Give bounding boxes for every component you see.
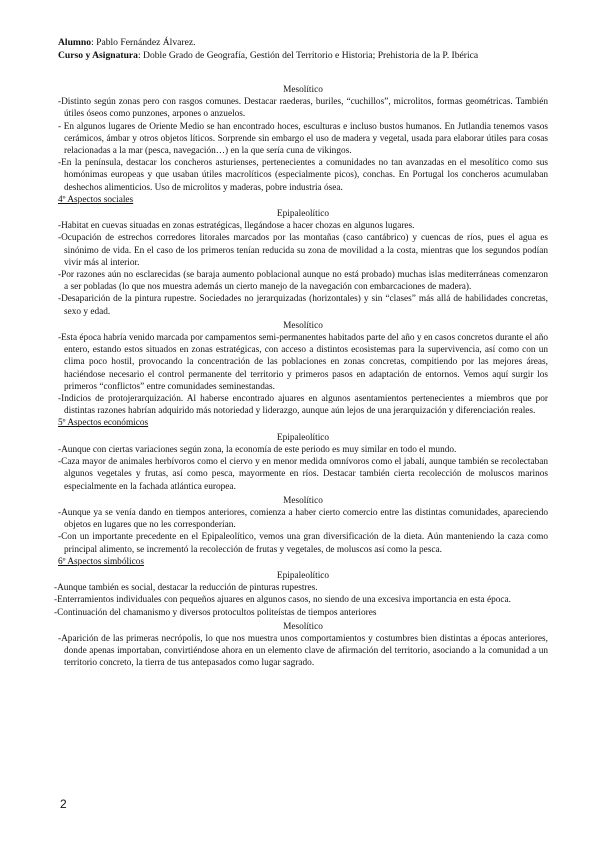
- paragraph: -Aparición de las primeras necrópolis, lo que nos muestra unos comportamientos y costumbres bien distintas a épocas anteriores, donde apenas importaban, convirtiéndose ahora en un elemento clave de afirmación del territorio, asociando a la comunidad a un territorio concreto, la tierra de tus antepasados como lugar sagrado.: [58, 633, 548, 669]
- period-heading: Epipaleolítico: [276, 570, 330, 581]
- paragraph: -Continuación del chamanismo y diversos protocultos politeístas de tiempos anteriores: [54, 607, 377, 618]
- student-label: Alumno: [58, 37, 92, 48]
- paragraph: -Esta época habría venido marcada por campamentos semi-permanentes habitados parte del año y en casos concretos durante el año entero, estando estos situados en zonas estratégicas, con acceso a distintos ecosistemas para la supervivencia, así como con un clima poco hostil, provocando la concentración de las poblaciones en zonas concretas, compitiendo por las mejores áreas, haciéndose necesario el control permanente del territorio y primeros pasos en adaptación de entornos. Vemos aquí surgir los primeros “conflictos” entre comunidades seminestandas.: [58, 333, 548, 392]
- section-heading: 5º Aspectos económicos: [58, 418, 149, 429]
- paragraph: -Distinto según zonas pero con rasgos comunes. Destacar raederas, buriles, “cuchillos”, microlitos, formas geométricas. También útiles óseos como punzones, arpones o anzuelos.: [58, 97, 548, 120]
- student-name: : Pablo Fernández Álvarez.: [91, 37, 196, 48]
- paragraph: -Aunque ya se venía dando en tiempos anteriores, comienza a haber cierto comercio entre las distintas comunidades, apareciendo objetos en lugares que no les corresponderían.: [58, 507, 548, 531]
- student-line: [58, 36, 558, 49]
- course-value: : Doble Grado de Geografía, Gestión del Territorio e Historia; Prehistoria de la P. Ibérica: [137, 50, 479, 61]
- paragraph: -Caza mayor de animales herbívoros como el ciervo y en menor medida omnívoros como el jabalí, aunque también se recolectaban algunos vegetales y frutas, así como pesca, mayormente en ríos. Destacar también cierta recolección de moluscos marinos especialmente en la fachada atlántica europea.: [58, 457, 548, 492]
- period-heading: Epipaleolítico: [276, 432, 330, 443]
- paragraph: -Habitat en cuevas situadas en zonas estratégicas, llegándose a hacer chozas en algunos lugares.: [58, 221, 415, 232]
- paragraph: -Por razones aún no esclarecidas (se baraja aumento poblacional aunque no está probado) muchas islas mediterráneas comenzaron a ser pobladas (lo que nos muestra además un cierto manejo de la navegación con embarcaciones de madera).: [58, 270, 548, 293]
- paragraph: -Enterramientos individuales con pequeños ajuares en algunos casos, no siendo de una excesiva importancia en esta época.: [54, 595, 511, 606]
- paragraph: -Indicios de protojerarquización. Al haberse encontrado ajuares en algunos asentamientos pertenecientes a miembros que por distintas razones habrían adquirido más notoriedad y liderazgo, aunque aún lejos de una jerarquización y diferenciación reales.: [58, 394, 548, 417]
- paragraph: -Con un importante precedente en el Epipaleolítico, vemos una gran diversificación de la dieta. Aún manteniendo la caza como principal alimento, se incrementó la recolección de frutas y vegetales, de moluscos así como la pesca.: [58, 532, 548, 555]
- paragraph: -Aunque con ciertas variaciones según zona, la economía de este periodo es muy similar en todo el mundo.: [58, 444, 457, 455]
- paragraph: - En algunos lugares de Oriente Medio se han encontrado hoces, esculturas e incluso bustos humanos. En Jutlandia tenemos vasos cerámicos, ámbar y otros objetos líticos. Sorprende sin embargo el uso de madera y vegetal, usada para elaborar útiles para cosas relacionadas a la mar (pesca, navegación…) en la que sería cuna de vikingos.: [58, 121, 548, 157]
- page-number: 2: [60, 797, 67, 811]
- period-heading: Mesolítico: [283, 320, 323, 331]
- paragraph: -En la península, destacar los concheros asturienses, pertenecientes a comunidades no tan avanzadas en el mesolítico como sus homónimas europeas y que usaban útiles macrolíticos (especialmente picos), conchas. En Portugal los concheros acumulaban deshechos alimenticios. Uso de microlitos y maderas, pobre industria ósea.: [58, 158, 548, 193]
- section-heading: 6º Aspectos simbólicos: [58, 556, 145, 567]
- period-heading: Mesolítico: [283, 621, 323, 632]
- paragraph: -Ocupación de estrechos corredores litorales marcados por las montañas (caso cantábrico) y cuencas de ríos, pues el agua es sinónimo de vida. En el caso de los primeros tenían reducida su zona de movilidad a la costa, mientras que los segundos podían vivir más al interior.: [58, 233, 548, 268]
- paragraph: -Aunque también es social, destacar la reducción de pinturas rupestres.: [54, 583, 318, 594]
- period-heading: Epipaleolítico: [276, 209, 330, 220]
- paragraph: -Desaparición de la pintura rupestre. Sociedades no jerarquizadas (horizontales) y sin “clases” más allá de habilidades concretas, sexo y edad.: [58, 294, 548, 317]
- course-label: Curso y Asignatura: [58, 50, 138, 61]
- document-body: [54, 82, 548, 670]
- period-heading: Mesolítico: [283, 85, 323, 95]
- course-line: [58, 49, 558, 62]
- section-heading: 4º Aspectos sociales: [58, 194, 134, 205]
- period-heading: Mesolítico: [283, 495, 323, 506]
- document-header: [58, 36, 558, 62]
